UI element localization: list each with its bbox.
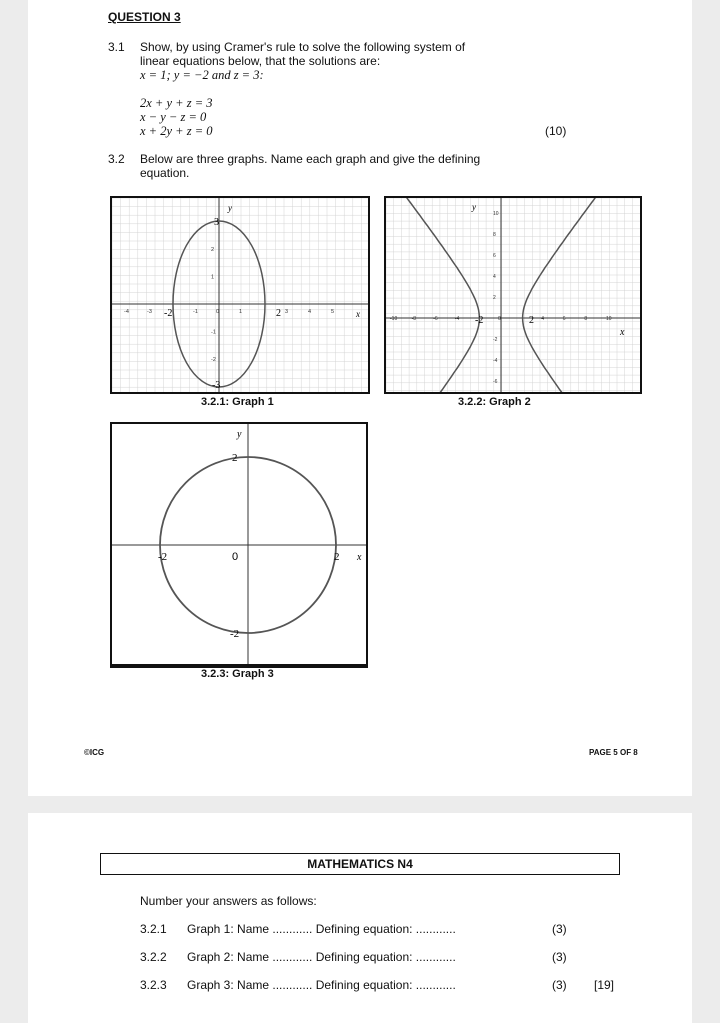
graph-2-hyperbola (384, 196, 642, 394)
graph-2-left-branch (403, 198, 480, 392)
answer-number: 3.2.3 (140, 978, 167, 992)
graph-1-ellipse (110, 196, 370, 394)
answer-row-3-2-2 (140, 950, 167, 964)
graph-3-label-x-pos: 2 (334, 551, 340, 563)
y-tick-label: 1 (211, 274, 215, 281)
equation-1: 2x + y + z = 3 (140, 96, 213, 110)
graph-3-label-y-neg: -2 (230, 628, 240, 640)
footer-copyright: ©ICG (84, 748, 105, 757)
question-number-3-1: 3.1 (108, 40, 125, 54)
x-tick-label: -4 (124, 309, 129, 315)
x-tick-label: 0 (498, 316, 501, 322)
graph-3-label-y-pos: 2 (232, 452, 238, 464)
graph-1-grid (112, 198, 368, 392)
x-tick-label: 4 (541, 316, 544, 322)
graph-2-x-label: x (620, 327, 625, 338)
x-tick-label: -8 (411, 316, 417, 322)
question-3-1-line2: linear equations below, that the solutions are: (140, 54, 381, 68)
answer-marks-3-2-1: (3) (552, 922, 567, 936)
x-tick-label: 4 (308, 309, 312, 315)
equation-2: x − y − z = 0 (140, 110, 207, 124)
graph-2-y-label: y (472, 202, 476, 212)
equation-3: x + 2y + z = 0 (140, 124, 213, 138)
x-tick-label: -1 (193, 309, 198, 315)
answer-instruction: Number your answers as follows: (140, 894, 317, 908)
x-tick-label: 8 (584, 316, 588, 322)
y-tick-label: -1 (211, 329, 216, 336)
y-tick-label: 10 (493, 211, 499, 217)
graph-1-label-y-neg: -3 (212, 380, 221, 391)
graph-2-right-branch (523, 198, 600, 392)
answer-text-3-2-1: Graph 1: Name ............ Defining equation: ............ (187, 922, 456, 936)
y-tick-label: 6 (493, 253, 496, 259)
answer-text-3-2-3: Graph 3: Name ............ Defining equation: ............ (187, 978, 456, 992)
x-tick-label: 10 (606, 316, 612, 322)
question-3-2-line1: Below are three graphs. Name each graph and give the defining (140, 152, 481, 166)
graph-1-svg (112, 198, 368, 392)
x-tick-label: -4 (454, 316, 460, 322)
question-total-marks: [19] (594, 978, 615, 992)
graph-3-x-label: x (357, 552, 362, 563)
question-3-1-line1: Show, by using Cramer's rule to solve the following system of (140, 40, 466, 54)
x-tick-label: 1 (239, 309, 243, 315)
y-tick-label: -2 (493, 337, 498, 343)
answer-row-3-2-3 (140, 978, 167, 992)
graph-3-y-label: y (237, 429, 242, 440)
x-tick-label: -3 (147, 309, 152, 315)
y-tick-label: 4 (493, 274, 496, 280)
question-title: QUESTION 3 (108, 10, 181, 24)
y-tick-label: -6 (493, 379, 498, 385)
graph-2-svg (386, 198, 640, 392)
y-tick-label: 8 (493, 232, 496, 238)
graph-1-x-label: x (356, 309, 360, 319)
graph-3-circle (110, 422, 368, 668)
footer-page-number: PAGE 5 OF 8 (589, 748, 638, 757)
y-tick-label: -2 (211, 357, 216, 364)
answer-marks-3-2-2: (3) (552, 950, 567, 964)
question-3-2-line2: equation. (140, 166, 190, 180)
graph-1-y-label: y (228, 203, 232, 213)
question-3-1-solutions: x = 1; y = −2 and z = 3: (140, 68, 264, 82)
answer-number: 3.2.2 (140, 950, 167, 964)
answer-marks-3-2-3: (3) (552, 978, 567, 992)
graph-1-label-x-neg: -2 (164, 308, 173, 319)
x-tick-label: 3 (285, 309, 289, 315)
question-3-1-marks: (10) (545, 124, 567, 138)
subject-header: MATHEMATICS N4 (100, 853, 620, 875)
x-tick-label: -10 (390, 316, 398, 322)
graph-1-label-y-pos: 3 (214, 217, 219, 228)
question-number-3-2: 3.2 (108, 152, 125, 166)
graph-3-label-origin: 0 (232, 551, 239, 563)
graph-1-label-x-pos: 2 (276, 308, 281, 319)
y-tick-label: 2 (493, 295, 496, 301)
document-page-6 (28, 813, 692, 1023)
answer-number: 3.2.1 (140, 922, 167, 936)
answer-text-3-2-2: Graph 2: Name ............ Defining equation: ............ (187, 950, 456, 964)
document-page-5 (28, 0, 692, 796)
graph-2-label-x-pos: 2 (529, 315, 534, 326)
graph-3-label-x-neg: -2 (158, 551, 168, 563)
graph-3-caption: 3.2.3: Graph 3 (201, 668, 274, 680)
x-tick-label: 5 (331, 309, 335, 315)
x-tick-label: -6 (433, 316, 438, 322)
graph-2-caption: 3.2.2: Graph 2 (458, 396, 531, 408)
x-tick-label: 6 (562, 316, 566, 322)
x-tick-label: 0 (216, 309, 220, 315)
answer-row-3-2-1 (140, 922, 167, 936)
y-tick-label: -4 (493, 358, 498, 364)
y-tick-label: 2 (211, 246, 215, 253)
graph-3-svg (112, 424, 366, 664)
graph-2-grid (386, 198, 640, 392)
graph-1-caption: 3.2.1: Graph 1 (201, 396, 274, 408)
graph-2-label-x-neg: -2 (475, 315, 484, 326)
